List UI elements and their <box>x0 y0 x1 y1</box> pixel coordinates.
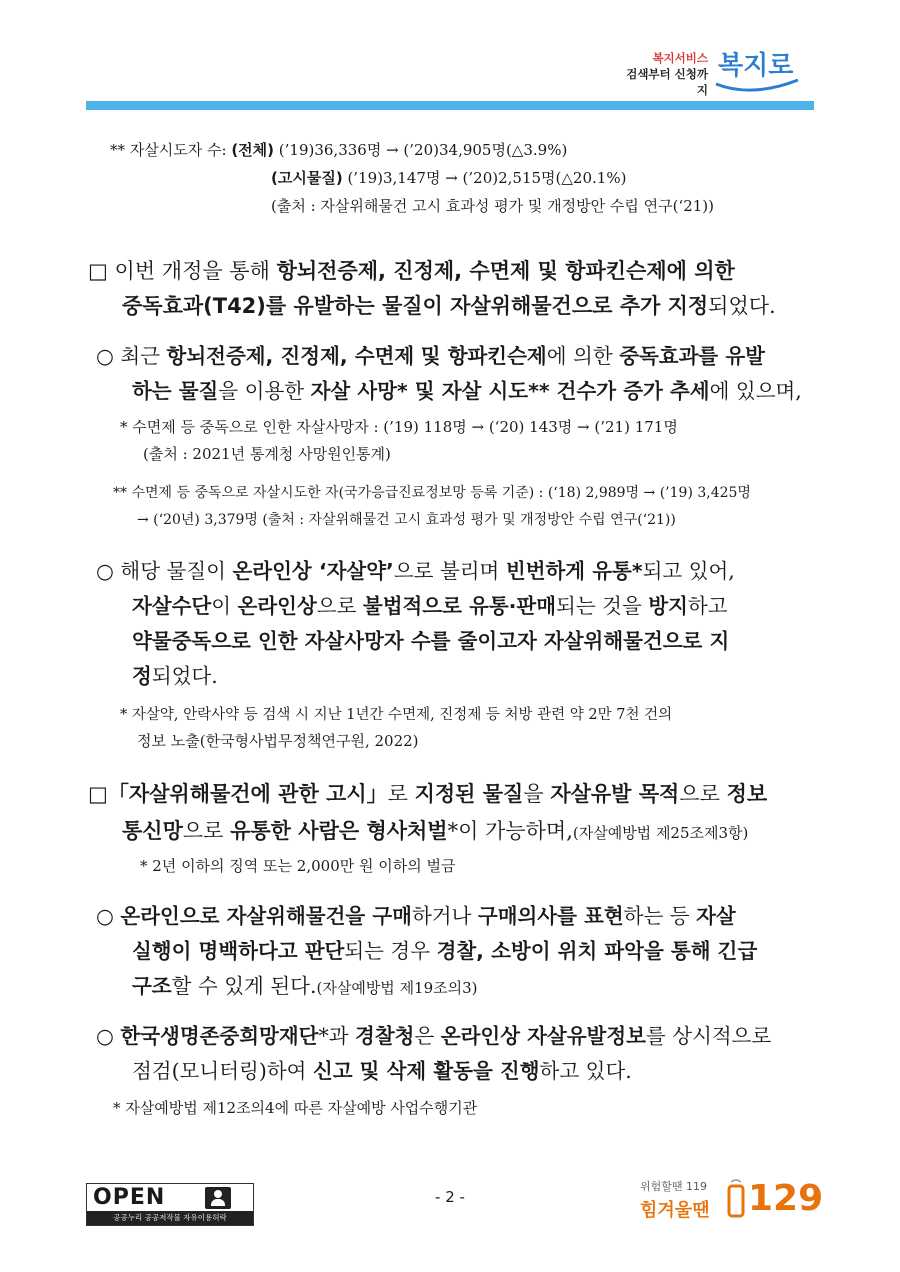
brand-line1: 복지서비스 <box>652 51 708 65</box>
section2-line1: □「자살위해물건에 관한 고시」로 지정된 물질을 자살유발 목적으로 정보 <box>88 782 768 806</box>
bullet4-note1: * 자살예방법 제12조의4에 따른 자살예방 사업수행기관 <box>113 1099 478 1117</box>
page-number: - 2 - <box>435 1188 465 1206</box>
note-attempts-substance: (고시물질) (’19)3,147명 → (’20)2,515명(△20.1%) <box>271 169 627 187</box>
square-bullet-icon: □ <box>88 782 108 806</box>
brand-line2: 검색부터 신청까지 <box>626 67 708 97</box>
bullet3-line2: 실행이 명백하다고 판단되는 경우 경찰, 소방이 위치 파악을 통해 긴급 <box>132 939 758 963</box>
hotline-number: 129 <box>748 1178 824 1219</box>
square-bullet-icon: □ <box>88 259 108 283</box>
bullet4-line2: 점검(모니터링)하여 신고 및 삭제 활동을 진행하고 있다. <box>132 1059 632 1083</box>
section2-line2: 통신망으로 유통한 사람은 형사처벌*이 가능하며,(자살예방법 제25조제3항) <box>122 819 749 843</box>
section1-line1: □ 이번 개정을 통해 항뇌전증제, 진정제, 수면제 및 항파킨슨제에 의한 <box>88 259 735 283</box>
open-sub-label: 공공누리 공공저작물 자유이용허락 <box>87 1211 253 1225</box>
bullet4-line1: ○ 한국생명존중희망재단*과 경찰청은 온라인상 자살유발정보를 상시적으로 <box>96 1024 772 1048</box>
bullet1-note3: ** 수면제 등 중독으로 자살시도한 자(국가응급진료정보망 등록 기준) : (‘18) 2,989명 → (’19) 3,425명 <box>113 485 751 501</box>
bullet3-line1: ○ 온라인으로 자살위해물건을 구매하거나 구매의사를 표현하는 등 자살 <box>96 904 736 928</box>
header-bar <box>86 101 814 110</box>
bullet2-line3: 약물중독으로 인한 자살사망자 수를 줄이고자 자살위해물건으로 지 <box>132 629 730 653</box>
hotline-big: 힘겨울땐 <box>640 1200 710 1221</box>
circle-bullet-icon: ○ <box>96 559 114 583</box>
bullet2-note2: 정보 노출(한국형사법무정책연구원, 2022) <box>137 732 419 750</box>
circle-bullet-icon: ○ <box>96 344 114 368</box>
bullet2-line1: ○ 해당 물질이 온라인상 ‘자살약’으로 불리며 빈번하게 유통*되고 있어, <box>96 559 735 583</box>
bullet1-line1: ○ 최근 항뇌전증제, 진정제, 수면제 및 항파킨슨제에 의한 중독효과를 유발 <box>96 344 765 368</box>
bullet2-line2: 자살수단이 온라인상으로 불법적으로 유통·판매되는 것을 방지하고 <box>132 594 728 618</box>
phone-icon <box>726 1178 746 1220</box>
brand-logo-block <box>620 40 820 100</box>
circle-bullet-icon: ○ <box>96 1024 114 1048</box>
section1-line2: 중독효과(T42)를 유발하는 물질이 자살위해물건으로 추가 지정되었다. <box>122 294 776 318</box>
bokjiro-logo-icon <box>712 40 812 100</box>
note-attempts-total: ** 자살시도자 수: (전체) (’19)36,336명 → (’20)34,905명(△3.9%) <box>110 141 568 159</box>
open-label: OPEN <box>93 1185 166 1210</box>
bullet3-line3: 구조할 수 있게 된다.(자살예방법 제19조의3) <box>132 974 478 998</box>
svg-text:복지로: 복지로 <box>718 51 794 81</box>
hotline-129-badge <box>640 1172 824 1230</box>
brand-tagline <box>620 50 708 98</box>
bullet1-note1: * 수면제 등 중독으로 인한 자살사망자 : (’19) 118명 → (‘20) 143명 → (’21) 171명 <box>120 418 678 436</box>
note-source: (출처 : 자살위해물건 고시 효과성 평가 및 개정방안 수립 연구(‘21)) <box>271 197 714 215</box>
bullet2-note1: * 자살약, 안락사약 등 검색 시 지난 1년간 수면제, 진정제 등 처방 관련 약 2만 7천 건의 <box>120 707 673 723</box>
bullet1-line2: 하는 물질을 이용한 자살 사망* 및 자살 시도** 건수가 증가 추세에 있으며, <box>132 379 802 403</box>
bullet2-line4: 정되었다. <box>132 664 218 688</box>
hotline-small: 위험할땐 119 <box>640 1180 707 1193</box>
bullet1-note2: (출처 : 2021년 통계청 사망원인통계) <box>143 445 391 463</box>
bullet1-note4: → (‘20년) 3,379명 (출처 : 자살위해물건 고시 효과성 평가 및 개정방안 수립 연구(‘21)) <box>137 512 676 528</box>
circle-bullet-icon: ○ <box>96 904 114 928</box>
section2-note1: * 2년 이하의 징역 또는 2,000만 원 이하의 벌금 <box>140 857 456 875</box>
